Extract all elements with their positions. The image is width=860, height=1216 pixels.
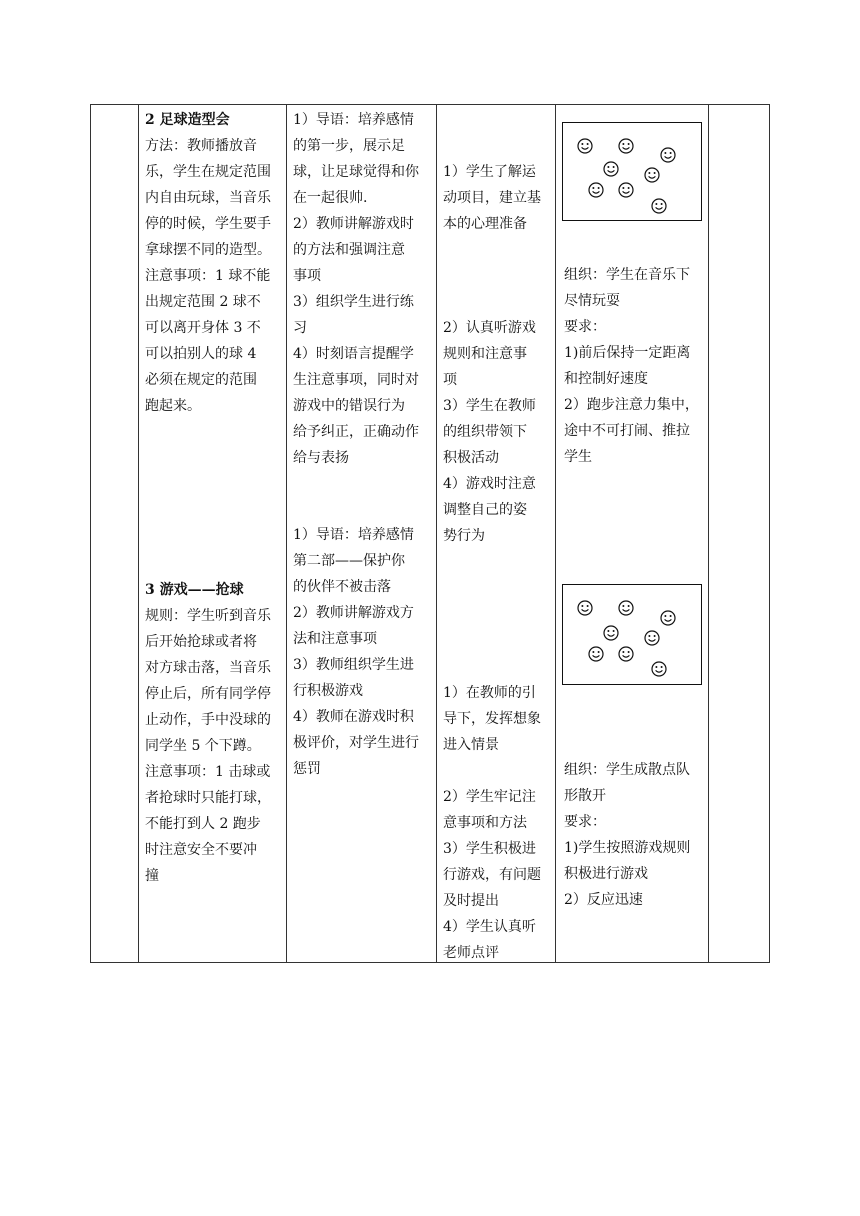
text-line: 游戏中的错误行为 <box>293 398 405 414</box>
text-line: 撞 <box>145 868 159 884</box>
text-line: 法和注意事项 <box>293 631 377 647</box>
football-shaping-section <box>145 107 283 419</box>
text-line: 跑起来。 <box>145 398 201 414</box>
smiley-face-icon <box>618 182 634 198</box>
text-line: 2）教师讲解游戏时 <box>293 216 414 232</box>
teacher-activity-2 <box>293 522 433 782</box>
text-line: 必须在规定的范围 <box>145 372 257 388</box>
text-line: 3）组织学生进行练 <box>293 294 414 310</box>
text-line: 注意事项：1 球不能 <box>145 268 271 284</box>
text-line: 和控制好速度 <box>564 371 648 387</box>
text-line: 时注意安全不要冲 <box>145 842 257 858</box>
smiley-face-icon <box>588 182 604 198</box>
text-line: 调整自己的姿 <box>443 502 527 518</box>
text-line: 出规定范围 2 球不 <box>145 294 261 310</box>
text-line: 的组织带领下 <box>443 424 527 440</box>
text-line: 3）学生在教师 <box>443 398 536 414</box>
smiley-face-icon <box>618 600 634 616</box>
text-line: 4）游戏时注意 <box>443 476 536 492</box>
text-line: 1）导语：培养感情 <box>293 527 414 543</box>
text-line: 停的时候，学生要手 <box>145 216 271 232</box>
smiley-face-icon <box>618 138 634 154</box>
text-line: 生注意事项，同时对 <box>293 372 419 388</box>
section-title: 2 足球造型会 <box>145 112 230 128</box>
text-line: 4）学生认真听 <box>443 919 536 935</box>
text-line: 1）学生了解运 <box>443 164 536 180</box>
student-activity-2 <box>443 680 553 966</box>
text-line: 可以拍别人的球 4 <box>145 346 257 362</box>
text-line: 乐，学生在规定范围 <box>145 164 271 180</box>
organization-requirements-2 <box>564 757 706 913</box>
text-line: 规则：学生听到音乐 <box>145 608 271 624</box>
column-border <box>708 104 709 963</box>
text-line: 拿球摆不同的造型。 <box>145 242 271 258</box>
text-line: 尽情玩耍 <box>564 293 620 309</box>
formation-diagram <box>562 122 702 221</box>
text-line: 3）学生积极进 <box>443 841 536 857</box>
text-line: 要求： <box>564 319 606 335</box>
text-line: 的方法和强调注意 <box>293 242 405 258</box>
text-line: 2）反应迅速 <box>564 892 643 908</box>
text-line: 2）学生牢记注 <box>443 789 536 805</box>
text-line: 2）跑步注意力集中， <box>564 397 699 413</box>
text-line: 导下，发挥想象 <box>443 711 541 727</box>
text-line: 惩罚 <box>293 761 321 777</box>
smiley-face-icon <box>660 147 676 163</box>
text-line: 1）在教师的引 <box>443 685 536 701</box>
text-line: 给予纠正，正确动作 <box>293 424 419 440</box>
smiley-face-icon <box>603 625 619 641</box>
column-border <box>286 104 287 963</box>
smiley-face-icon <box>588 646 604 662</box>
student-activity-1 <box>443 159 553 549</box>
text-line: 事项 <box>293 268 321 284</box>
text-line: 1)前后保持一定距离 <box>564 345 691 361</box>
text-line: 内自由玩球，当音乐 <box>145 190 271 206</box>
text-line: 方法：教师播放音 <box>145 138 257 154</box>
smiley-face-icon <box>660 610 676 626</box>
text-line: 组织：学生在音乐下 <box>564 267 690 283</box>
text-line: 球，让足球觉得和你 <box>293 164 419 180</box>
smiley-face-icon <box>618 646 634 662</box>
text-line: 极评价，对学生进行 <box>293 735 419 751</box>
text-line: 进入情景 <box>443 737 499 753</box>
column-border <box>90 104 91 963</box>
text-line: 在一起很帅. <box>293 190 368 206</box>
text-line: 者抢球时只能打球， <box>145 790 271 806</box>
text-line: 3）教师组织学生进 <box>293 657 414 673</box>
text-line: 习 <box>293 320 307 336</box>
organization-requirements-1 <box>564 262 706 470</box>
text-line: 1)学生按照游戏规则 <box>564 840 691 856</box>
text-line: 可以离开身体 3 不 <box>145 320 261 336</box>
text-line: 1）导语：培养感情 <box>293 112 414 128</box>
text-line: 积极进行游戏 <box>564 866 648 882</box>
text-line: 的第一步，展示足 <box>293 138 405 154</box>
text-line: 不能打到人 2 跑步 <box>145 816 261 832</box>
column-border <box>555 104 556 963</box>
text-line: 同学坐 5 个下蹲。 <box>145 738 261 754</box>
text-line: 4）时刻语言提醒学 <box>293 346 414 362</box>
text-line: 的伙伴不被击落 <box>293 579 391 595</box>
text-line: 停止后，所有同学停 <box>145 686 271 702</box>
text-line: 注意事项：1 击球或 <box>145 764 271 780</box>
smiley-face-icon <box>577 138 593 154</box>
table-bottom-border <box>90 962 770 963</box>
teacher-activity-1 <box>293 107 433 471</box>
text-line: 老师点评 <box>443 945 499 961</box>
text-line: 止动作，手中没球的 <box>145 712 271 728</box>
smiley-face-icon <box>651 661 667 677</box>
text-line: 组织：学生成散点队 <box>564 762 690 778</box>
text-line: 意事项和方法 <box>443 815 527 831</box>
text-line: 要求： <box>564 814 606 830</box>
smiley-face-icon <box>577 600 593 616</box>
text-line: 及时提出 <box>443 893 499 909</box>
text-line: 规则和注意事 <box>443 346 527 362</box>
text-line: 行游戏，有问题 <box>443 867 541 883</box>
text-line: 积极活动 <box>443 450 499 466</box>
smiley-face-icon <box>644 630 660 646</box>
column-border <box>436 104 437 963</box>
text-line: 项 <box>443 372 457 388</box>
text-line: 对方球击落，当音乐 <box>145 660 271 676</box>
section-title: 3 游戏——抢球 <box>145 582 244 598</box>
text-line: 途中不可打闹、推拉 <box>564 423 690 439</box>
text-line: 2）认真听游戏 <box>443 320 536 336</box>
text-line: 第二部——保护你 <box>293 553 405 569</box>
text-line: 行积极游戏 <box>293 683 363 699</box>
smiley-face-icon <box>651 198 667 214</box>
text-line: 本的心理准备 <box>443 216 527 232</box>
column-border <box>769 104 770 963</box>
text-line: 动项目，建立基 <box>443 190 541 206</box>
table-top-border <box>90 104 770 105</box>
column-border <box>138 104 139 963</box>
text-line: 形散开 <box>564 788 606 804</box>
smiley-face-icon <box>603 161 619 177</box>
formation-diagram <box>562 584 702 685</box>
text-line: 后开始抢球或者将 <box>145 634 257 650</box>
text-line: 给与表扬 <box>293 450 349 466</box>
text-line: 4）教师在游戏时积 <box>293 709 414 725</box>
text-line: 学生 <box>564 449 592 465</box>
smiley-face-icon <box>644 167 660 183</box>
text-line: 势行为 <box>443 528 485 544</box>
text-line: 2）教师讲解游戏方 <box>293 605 414 621</box>
ball-grab-game-section <box>145 577 283 889</box>
